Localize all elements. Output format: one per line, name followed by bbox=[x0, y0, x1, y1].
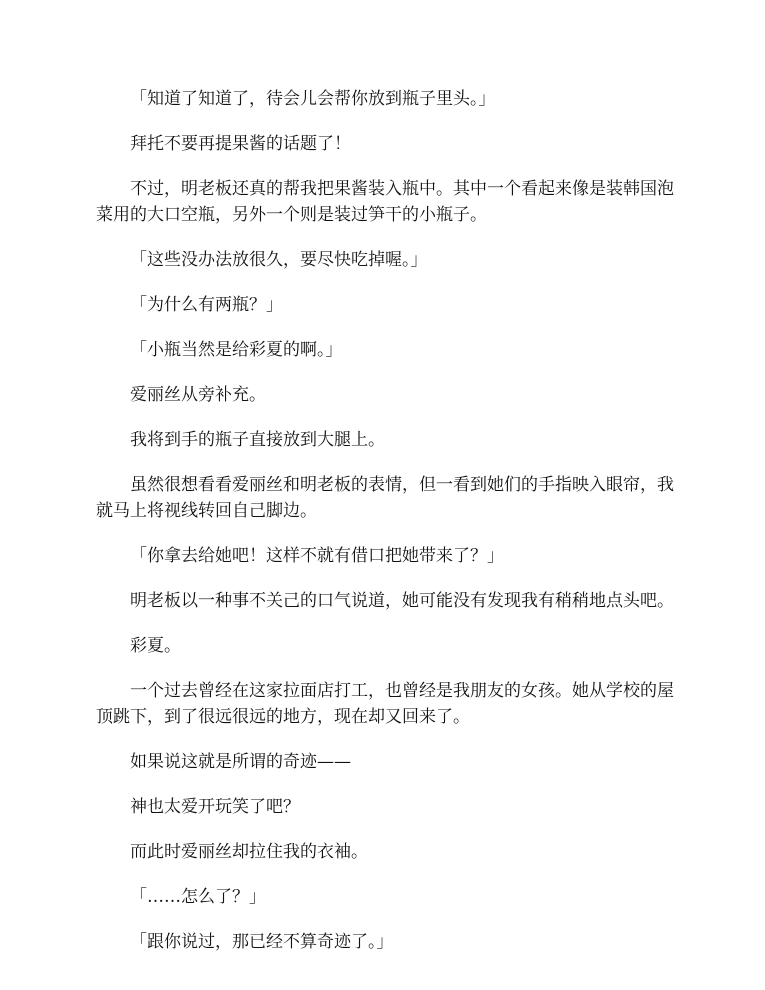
paragraph: 「这些没办法放很久，要尽快吃掉喔。」 bbox=[130, 250, 428, 270]
body-text bbox=[96, 86, 681, 974]
paragraph: 而此时爱丽丝却拉住我的衣袖。 bbox=[130, 842, 368, 862]
paragraph: 「知道了知道了，待会儿会帮你放到瓶子里头。」 bbox=[130, 89, 496, 109]
paragraph: 「你拿去给她吧！这样不就有借口把她带来了？」 bbox=[130, 546, 504, 566]
paragraph: 明老板以一种事不关己的口气说道，她可能没有发现我有稍稍地点头吧。 bbox=[130, 591, 674, 611]
paragraph: 如果说这就是所谓的奇迹—— bbox=[130, 752, 351, 772]
paragraph: 「为什么有两瓶？」 bbox=[130, 295, 283, 315]
paragraph: 一个过去曾经在这家拉面店打工，也曾经是我朋友的女孩。她从学校的屋顶跳下，到了很远很远的地方，现在却又回来了。 bbox=[96, 681, 674, 727]
paragraph: 「……怎么了？」 bbox=[130, 887, 266, 907]
paragraph: 「跟你说过，那已经不算奇迹了。」 bbox=[130, 932, 394, 952]
paragraph: 拜托不要再提果酱的话题了！ bbox=[130, 134, 351, 154]
paragraph: 「小瓶当然是给彩夏的啊。」 bbox=[130, 340, 343, 360]
paragraph: 虽然很想看看爱丽丝和明老板的表情，但一看到她们的手指映入眼帘，我就马上将视线转回自己脚边。 bbox=[96, 475, 674, 521]
paragraph: 神也太爱开玩笑了吧？ bbox=[130, 797, 300, 817]
paragraph: 我将到手的瓶子直接放到大腿上。 bbox=[130, 430, 385, 450]
paragraph: 不过，明老板还真的帮我把果酱装入瓶中。其中一个看起来像是装韩国泡菜用的大口空瓶，另外一个则是装过笋干的小瓶子。 bbox=[96, 179, 674, 225]
paragraph: 彩夏。 bbox=[130, 636, 181, 656]
paragraph: 爱丽丝从旁补充。 bbox=[130, 385, 266, 405]
